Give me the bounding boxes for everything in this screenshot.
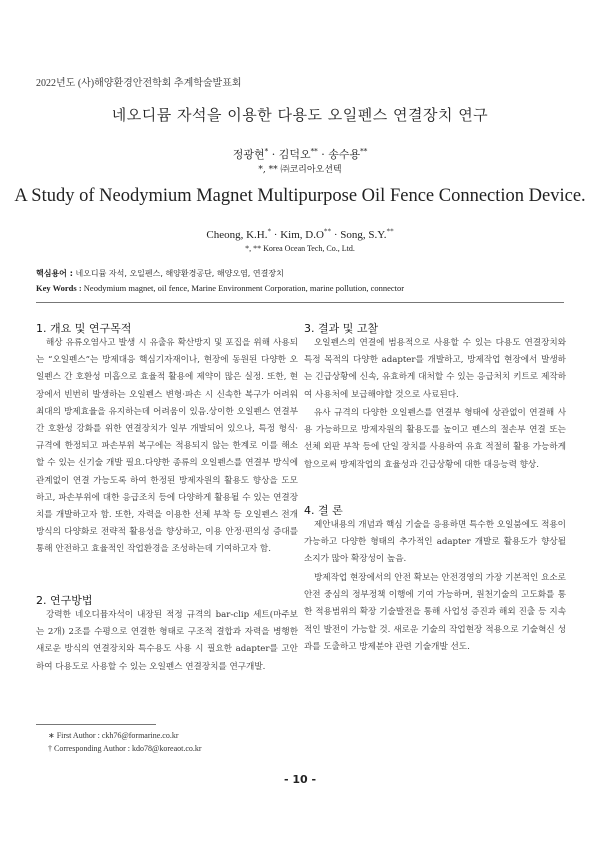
author-2: 김덕오 xyxy=(278,148,311,161)
page-number: - 10 - xyxy=(283,773,317,786)
keywords-english xyxy=(36,283,404,293)
author-separator: · xyxy=(331,229,341,241)
author-2-en: Kim, D.O xyxy=(280,229,324,241)
keywords-korean xyxy=(36,268,284,279)
section-4-heading: 4. 결 론 xyxy=(304,504,343,517)
authors-korean xyxy=(0,146,600,162)
conference-header: 2022년도 (사)해양환경안전학회 추계학술발표회 xyxy=(36,78,242,89)
affiliation-english: *, ** Korea Ocean Tech, Co., Ltd. xyxy=(245,244,355,253)
header-divider xyxy=(36,302,564,303)
author-separator: · xyxy=(268,148,279,161)
keywords-korean-label: 핵심용어 : xyxy=(36,269,73,278)
section-3-paragraph-2: 유사 규격의 다양한 오일펜스를 연결부 형태에 상관없이 연결해 사용 가능하므로 방제자원의 활용도를 높이고 펜스의 절손부 연결 또는 선체 외판 부착 등에 단일 장치를 사용하여 유효 적절히 활용 가능하게 함으로써 방제작업의 효율성과 긴급상황에 대한 대응능력 향상. xyxy=(304,408,566,470)
section-4-paragraph-2: 방제작업 현장에서의 안전 확보는 안전경영의 가장 기본적인 요소로 안전 중심의 정부정책 이행에 기여 가능하며, 원천기술의 고도화를 통한 적용범위의 확장 기술발전을 통해 사업성 증진과 해외 진출 등 지속적인 발전이 가능할 것. 새로운 기술의 작업현장 적용으로 기술혁신 성과를 도출하고 방제분야 관련 기술개발 선도. xyxy=(304,573,566,652)
section-2-heading: 2. 연구방법 xyxy=(36,594,93,607)
footnote-first-author: ∗ First Author : ckh76@formarine.co.kr xyxy=(48,731,179,740)
footnote-corresponding-author: † Corresponding Author : kdo78@koreaot.co.kr xyxy=(48,744,202,753)
keywords-english-text: Neodymium magnet, oil fence, Marine Environment Corporation, marine pollution, connector xyxy=(81,283,405,293)
author-1-en-mark: * xyxy=(267,227,272,236)
author-3-en: Song, S.Y. xyxy=(340,229,387,241)
author-3: 송수용 xyxy=(328,148,361,161)
footnote-divider xyxy=(36,724,156,725)
author-1: 정광현 xyxy=(232,148,265,161)
author-2-en-mark: ** xyxy=(323,227,332,236)
author-3-mark: ** xyxy=(360,146,368,156)
section-4-paragraph-1: 제안내용의 개념과 핵심 기술을 응용하면 특수한 오일붐에도 적용이 가능하고 다양한 형태의 추가적인 adapter 개발로 활용도가 향상될 소지가 많아 확장성이 높음. xyxy=(304,520,566,565)
title-korean: 네오디뮴 자석을 이용한 다용도 오일펜스 연결장치 연구 xyxy=(111,106,489,124)
section-3-paragraph-1: 오일펜스의 연결에 범용적으로 사용할 수 있는 다용도 연결장치와 특정 목적의 다양한 adapter를 개발하고, 방제작업 현장에서 발생하는 긴급상황에 신속, 유효하게 대처할 수 있는 응급처치 키트로 제작하여 사용처에 보급해야할 것으로 사료된다. xyxy=(304,338,566,400)
title-english: A Study of Neodymium Magnet Multipurpose Oil Fence Connection Device. xyxy=(14,186,586,206)
section-3-heading: 3. 결과 및 고찰 xyxy=(304,322,379,335)
section-1-paragraph: 해상 유류오염사고 발생 시 유출유 확산방지 및 포집을 위해 사용되는 “오일펜스”는 방제대응 핵심기자재이나, 현장에 동원된 다양한 오일펜스 간 호환성 미흡으로 효율적 활용에 제약이 많은 실정. 또한, 현장에서 빈번히 발생하는 오일펜스 변형·파손 시 신속한 복구가 어려워 최대의 방제효율을 유지하는데 어려움이 있음.상이한 오일펜스 연결부 간 호환성 강화를 위한 연결장치가 일부 개발되어 있으나, 특정 형식·규격에 한정되고 파손부위 복구에는 적용되지 않는 한계로 이를 해소할 수 있는 신기술 개발 필요.다양한 종류의 오일펜스를 연결부 방식에 관계없이 연결 가능도록 하여 한정된 방제자원의 활용도 향상을 도모하고, 파손부위에 대한 응급조치 등에 다양하게 활용될 수 있는 연결장치를 개발하고자 함. 또한, 자력을 이용한 선체 부착 등 오일펜스 전개방식의 다양화로 전략적 활용성을 향상하고, 이용 안정·편의성 증대를 통해 안전하고 효율적인 작업환경을 조성하는데 기여하고자 함. xyxy=(36,338,298,555)
authors-english xyxy=(0,229,600,241)
author-3-en-mark: ** xyxy=(386,227,394,236)
author-2-mark: ** xyxy=(310,146,318,156)
author-1-en: Cheong, K.H. xyxy=(206,229,268,241)
author-separator: · xyxy=(271,229,281,241)
author-separator: · xyxy=(317,148,329,161)
section-1-heading: 1. 개요 및 연구목적 xyxy=(36,322,132,335)
author-1-mark: * xyxy=(264,146,269,156)
section-2-paragraph: 강력한 네오디뮴자석이 내장된 적정 규격의 bar-clip 세트(마주보는 2개) 2조를 수평으로 연결한 형태로 구조적 결합과 자력을 병행한 새로운 방식의 연결장치와 특수용도 사용 시 필요한 adapter를 고안하여 다용도로 사용할 수 있는 오일펜스 연결장치를 연구개발. xyxy=(36,610,298,672)
affiliation-korean: *, ** ㈜코리아오션텍 xyxy=(258,165,342,175)
keywords-korean-text: 네오디뮴 자석, 오일펜스, 해양환경공단, 해양오염, 연결장치 xyxy=(72,269,284,278)
keywords-english-label: Key Words : xyxy=(36,283,82,293)
